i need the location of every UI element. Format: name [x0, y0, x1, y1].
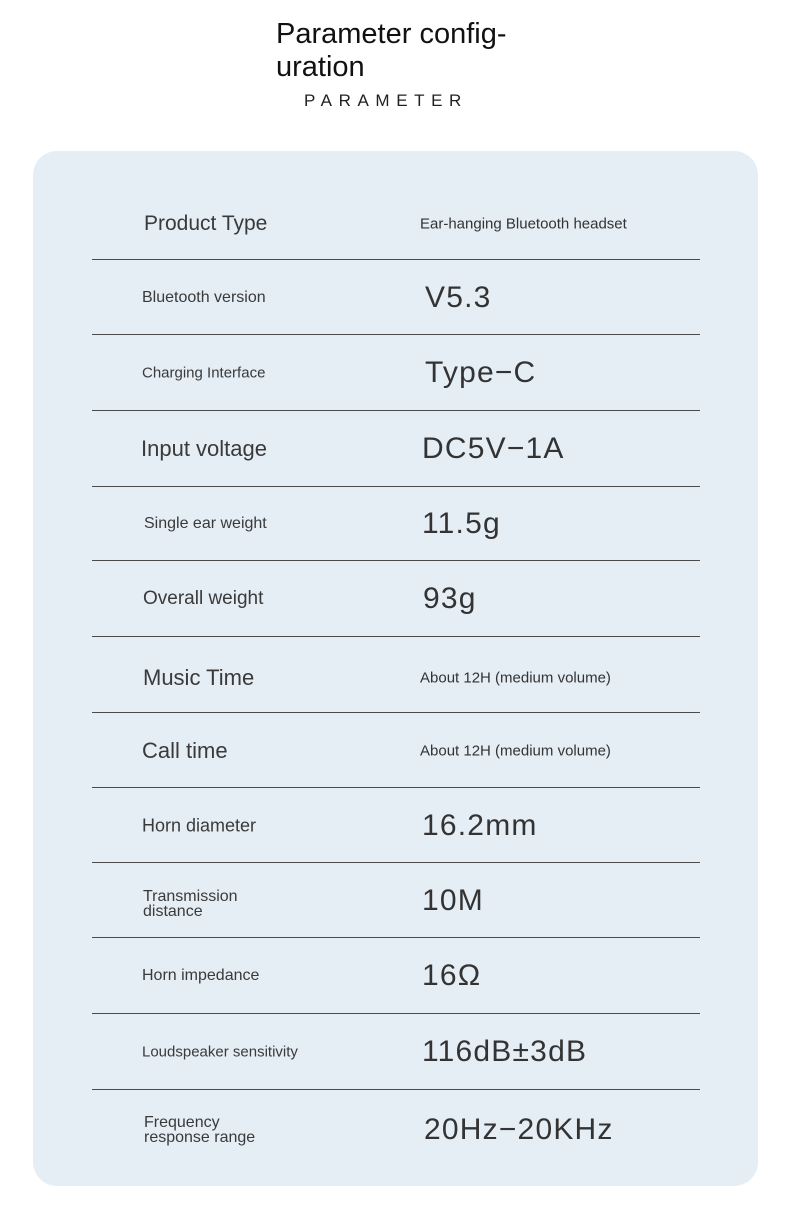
- param-row-loudspeaker-sensitivity: [92, 1014, 700, 1090]
- param-label: Charging Interface: [142, 364, 266, 382]
- param-value: 20Hz−20KHz: [424, 1113, 614, 1146]
- param-value: About 12H (medium volume): [420, 742, 611, 759]
- param-value: About 12H (medium volume): [420, 669, 611, 687]
- param-label: Input voltage: [141, 436, 267, 461]
- param-value: 16Ω: [422, 959, 482, 992]
- param-row-bluetooth-version: [92, 260, 700, 335]
- param-row-music-time: [92, 637, 700, 713]
- param-label: Product Type: [144, 212, 268, 235]
- param-row-transmission-distance: [92, 863, 700, 938]
- page-subtitle: PARAMETER: [304, 91, 468, 110]
- param-value: Type−C: [425, 356, 537, 389]
- param-label: Bluetooth version: [142, 288, 266, 306]
- param-row-call-time: [92, 713, 700, 788]
- param-label: Horn diameter: [142, 815, 257, 835]
- param-label: Music Time: [143, 665, 255, 691]
- param-row-overall-weight: [92, 561, 700, 637]
- page-title-text: Parameter config- uration: [276, 18, 507, 83]
- param-label: Call time: [142, 737, 228, 763]
- param-row-charging-interface: [92, 335, 700, 411]
- param-row-product-type: [92, 188, 700, 260]
- param-row-horn-diameter: [92, 788, 700, 863]
- param-value: 116dB±3dB: [422, 1035, 588, 1068]
- param-label: Frequency response range: [144, 1114, 256, 1146]
- param-label: Overall weight: [143, 588, 264, 609]
- param-value: 10M: [422, 883, 484, 917]
- param-row-horn-impedance: [92, 938, 700, 1014]
- param-label: Transmission distance: [143, 887, 238, 920]
- page-title: [276, 18, 526, 84]
- param-value: DC5V−1A: [422, 432, 565, 465]
- param-row-input-voltage: [92, 411, 700, 487]
- param-value: 16.2mm: [422, 808, 538, 842]
- param-row-single-ear-weight: [92, 487, 700, 561]
- param-label: Loudspeaker sensitivity: [142, 1043, 298, 1061]
- param-value: Ear-hanging Bluetooth headset: [420, 215, 627, 233]
- param-label: Horn impedance: [142, 967, 260, 984]
- param-value: 11.5g: [422, 507, 501, 540]
- param-row-frequency-response: [92, 1090, 700, 1170]
- param-value: V5.3: [425, 280, 492, 314]
- param-label: Single ear weight: [144, 515, 267, 532]
- param-value: 93g: [423, 582, 477, 615]
